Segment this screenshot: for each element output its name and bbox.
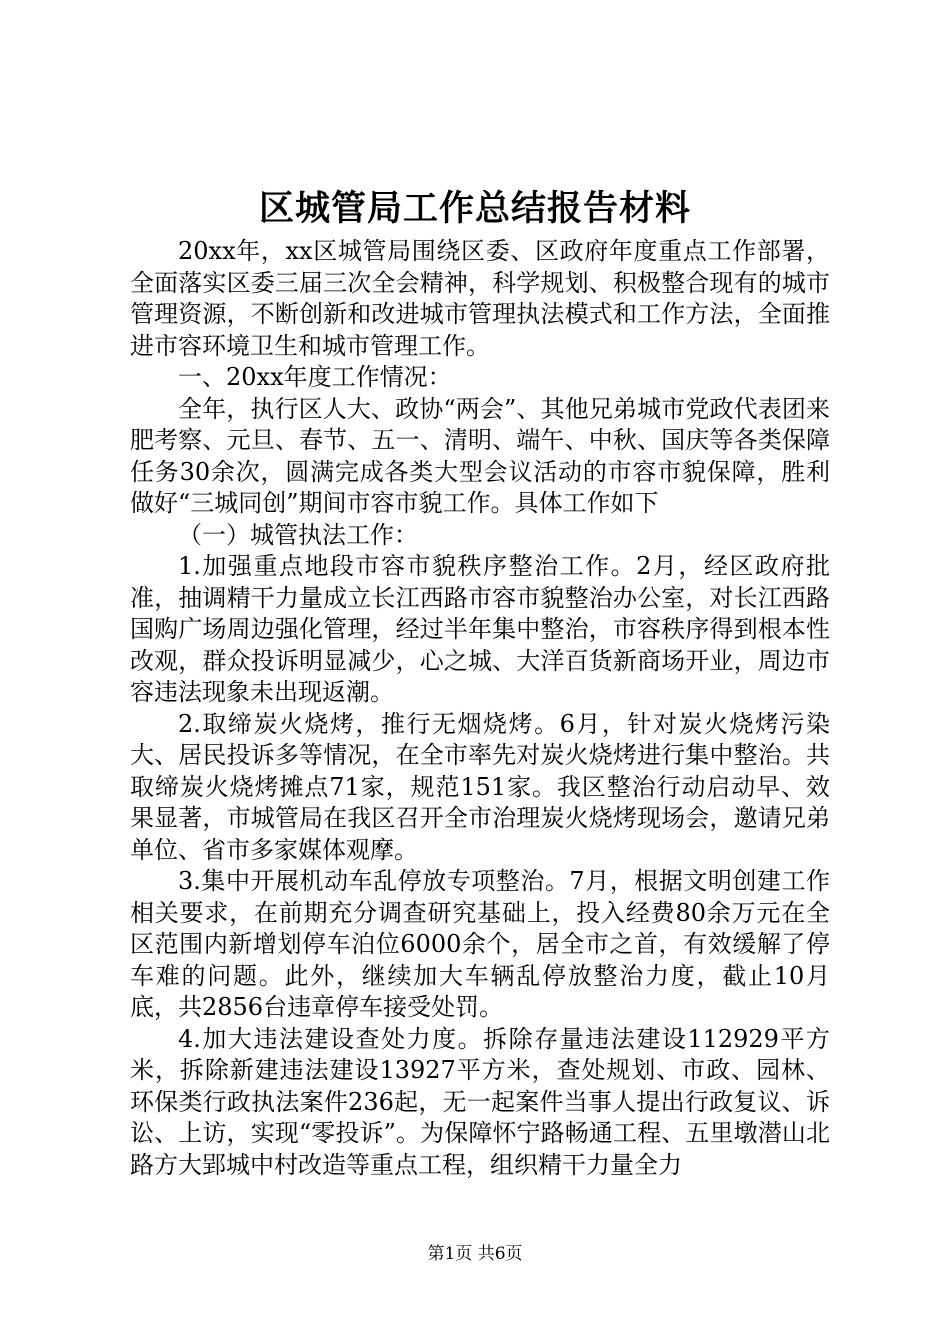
paragraph-item-2: 2.取缔炭火烧烤，推行无烟烧烤。6月，针对炭火烧烤污染大、居民投诉多等情况，在全市率先对炭火烧烤进行集中整治。共取缔炭火烧烤摊点71家，规范151家。我区整治行动启动早、效果显著，市城管局在我区召开全市治理炭火烧烤现场会，邀请兄弟单位、省市多家媒体观摩。 bbox=[130, 709, 830, 864]
document-title: 区城管局工作总结报告材料 bbox=[258, 188, 691, 229]
document-body bbox=[130, 236, 830, 1181]
page-number-footer: 第1页 共6页 bbox=[427, 1244, 523, 1264]
subsection-heading-enforcement: （一）城管执法工作： bbox=[178, 520, 418, 549]
paragraph-intro: 20xx年，xx区城管局围绕区委、区政府年度重点工作部署，全面落实区委三届三次全会精神，科学规划、积极整合现有的城市管理资源，不断创新和改进城市管理执法模式和工作方法，全面推进市容环境卫生和城市管理工作。 bbox=[130, 237, 830, 360]
paragraph-item-4: 4.加大违法建设查处力度。拆除存量违法建设112929平方米，拆除新建违法建设13927平方米，查处规划、市政、园林、环保类行政执法案件236起，无一起案件当事人提出行政复议、诉讼、上访，实现“零投诉”。为保障怀宁路畅通工程、五里墩潜山北路方大郢城中村改造等重点工程，组织精干力量全力 bbox=[130, 1024, 830, 1179]
paragraph-item-1: 1.加强重点地段市容市貌秩序整治工作。2月，经区政府批准，抽调精干力量成立长江西路市容市貌整治办公室，对长江西路国购广场周边强化管理，经过半年集中整治，市容秩序得到根本性改观，群众投诉明显减少，心之城、大洋百货新商场开业，周边市容违法现象未出现返潮。 bbox=[130, 552, 830, 706]
section-heading-annual-work: 一、20xx年度工作情况： bbox=[178, 363, 452, 391]
paragraph-overview: 全年，执行区人大、政协“两会”、其他兄弟城市党政代表团来肥考察、元旦、春节、五一、清明、端午、中秋、国庆等各类保障任务30余次，圆满完成各类大型会议活动的市容市貌保障，胜利做好“三城同创”期间市容市貌工作。具体工作如下 bbox=[130, 394, 830, 517]
paragraph-item-3: 3.集中开展机动车乱停放专项整治。7月，根据文明创建工作相关要求，在前期充分调查研究基础上，投入经费80余万元在全区范围内新增划停车泊位6000余个，居全市之首，有效缓解了停车难的问题。此外，继续加大车辆乱停放整治力度，截止10月底，共2856台违章停车接受处罚。 bbox=[130, 867, 830, 1021]
